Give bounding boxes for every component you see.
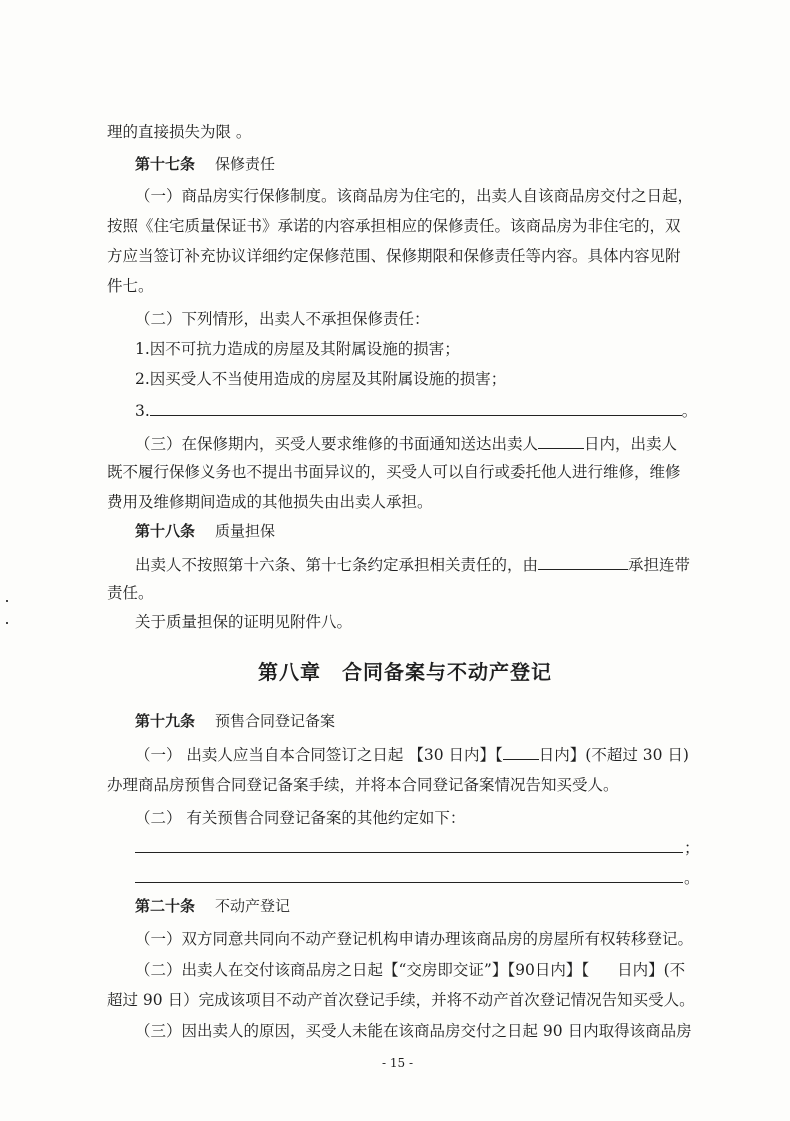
scan-mark xyxy=(6,622,8,624)
text-line xyxy=(135,432,677,454)
text-line: 费用及维修期间造成的其他损失由出卖人承担。 xyxy=(107,493,433,511)
article-title: 保修责任 xyxy=(215,155,276,173)
line-end-mark: ； xyxy=(684,839,700,857)
text-line: 按照《住宅质量保证书》承诺的内容承担相应的保修责任。该商品房为非住宅的，双 xyxy=(107,217,681,235)
text-segment: 出卖人不按照第十六条、第十七条约定承担相关责任的，由 xyxy=(135,556,539,574)
text-line: 件七。 xyxy=(107,277,154,295)
article-number: 第十九条 xyxy=(135,712,196,730)
text-line xyxy=(135,553,690,575)
text-line: 办理商品房预售合同登记备案手续，并将本合同登记备案情况告知买受人。 xyxy=(107,776,619,794)
item-suffix: 。 xyxy=(681,402,698,420)
fill-blank xyxy=(150,399,682,416)
text-segment: 日内】(不 xyxy=(617,961,686,979)
article-number: 第二十条 xyxy=(135,897,196,915)
article-title: 不动产登记 xyxy=(215,897,291,915)
article-17-heading xyxy=(135,154,275,174)
scan-mark xyxy=(6,600,8,602)
line-end-mark: 。 xyxy=(684,869,700,887)
text-line: 关于质量担保的证明见附件八。 xyxy=(135,613,353,631)
text-line: （二）下列情形，出卖人不承担保修责任： xyxy=(135,310,430,328)
text-line xyxy=(135,960,685,980)
text-line: 责任。 xyxy=(107,584,154,602)
text-segment: （二）出卖人在交付该商品房之日起【“交房即交证”】【90日内】【 xyxy=(135,961,590,979)
text-line: 既不履行保修义务也不提出书面异议的，买受人可以自行或委托他人进行维修，维修 xyxy=(107,463,681,481)
text-segment: （一） 出卖人应当自本合同签订之日起 【30 日内】【 xyxy=(135,746,503,764)
fill-line xyxy=(135,882,683,883)
text-line: （一）商品房实行保修制度。该商品房为住宅的，出卖人自该商品房交付之日起， xyxy=(135,187,694,205)
text-line xyxy=(135,743,689,765)
fill-line xyxy=(135,852,683,853)
article-18-heading xyxy=(135,521,275,541)
article-19-heading xyxy=(135,711,335,731)
article-title: 质量担保 xyxy=(215,522,276,540)
text-segment: 承担连带 xyxy=(628,556,691,574)
text-line: 1.因不可抗力造成的房屋及其附属设施的损害； xyxy=(135,340,460,358)
text-line: 2.因买受人不当使用造成的房屋及其附属设施的损害； xyxy=(135,370,507,388)
text-line: 方应当签订补充协议详细约定保修范围、保修期限和保修责任等内容。具体内容见附 xyxy=(107,247,681,265)
page-number: - 15 - xyxy=(382,1056,414,1070)
fill-blank xyxy=(503,743,539,760)
text-segment: 日内】(不超过 30 日) xyxy=(538,746,689,764)
article-20-heading xyxy=(135,896,290,916)
text-segment: 日内，出卖人 xyxy=(584,435,678,453)
chapter-title: 第八章 合同备案与不动产登记 xyxy=(258,660,552,684)
article-number: 第十七条 xyxy=(135,155,196,173)
text-line: 理的直接损失为限 。 xyxy=(107,123,252,141)
fill-blank xyxy=(538,553,628,570)
text-line xyxy=(135,399,697,421)
text-segment: （三）在保修期内，买受人要求维修的书面通知送达出卖人 xyxy=(135,435,539,453)
text-line: （三）因出卖人的原因，买受人未能在该商品房交付之日起 90 日内取得该商品房 xyxy=(135,1022,692,1040)
fill-blank xyxy=(538,432,584,449)
item-prefix: 3. xyxy=(135,402,150,420)
text-line: 超过 90 日）完成该项目不动产首次登记手续，并将不动产首次登记情况告知买受人。 xyxy=(107,991,695,1009)
text-line: （二） 有关预售合同登记备案的其他约定如下： xyxy=(135,809,466,827)
text-line: （一）双方同意共同向不动产登记机构申请办理该商品房的房屋所有权转移登记。 xyxy=(135,930,694,948)
article-title: 预售合同登记备案 xyxy=(215,712,336,730)
article-number: 第十八条 xyxy=(135,522,196,540)
